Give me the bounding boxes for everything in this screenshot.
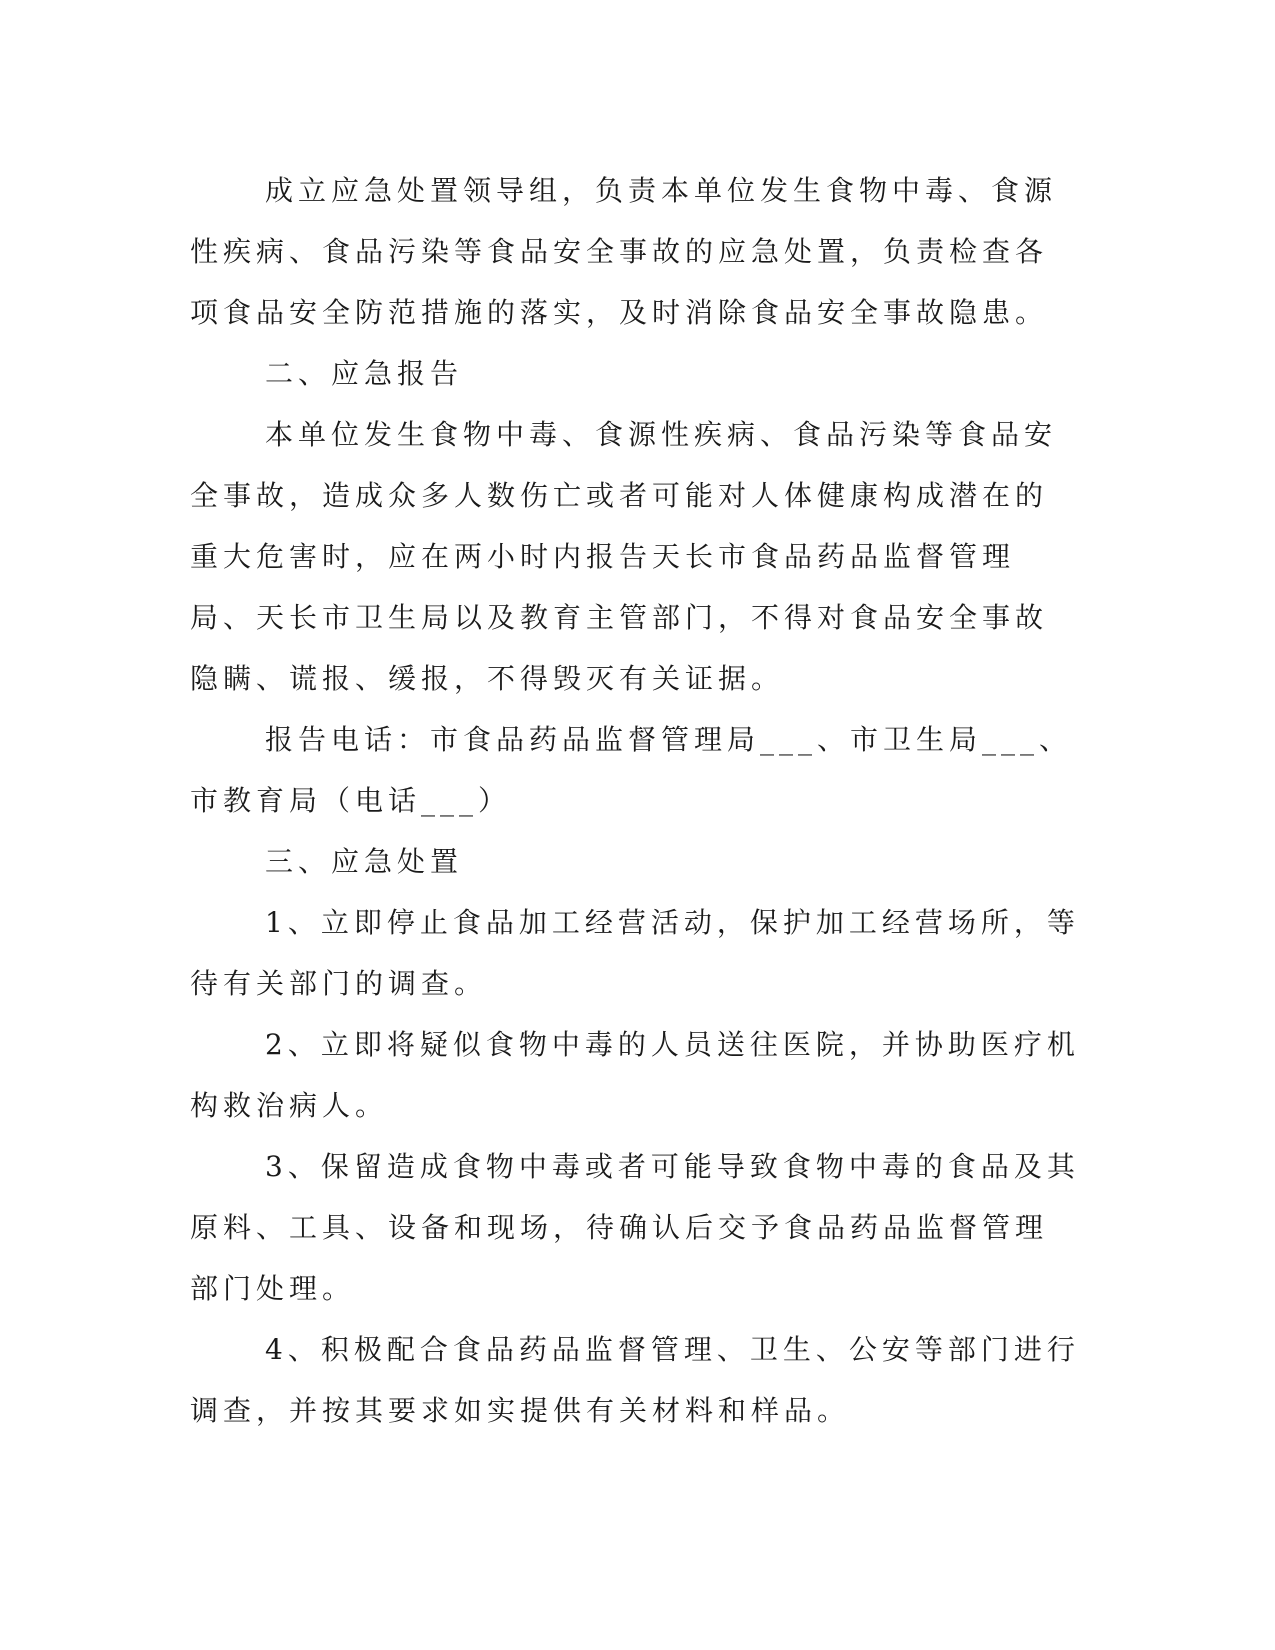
list-item-preserve-evidence: 3、保留造成食物中毒或者可能导致食物中毒的食品及其原料、工具、设备和现场，待确认后交予食品药品监督管理部门处理。 (190, 1150, 1080, 1305)
paragraph-leadership-group: 成立应急处置领导组，负责本单位发生食物中毒、食源性疾病、食品污染等食品安全事故的应急处置，负责检查各项食品安全防范措施的落实，及时消除食品安全事故隐患。 (190, 174, 1058, 329)
document-body (190, 160, 1080, 1441)
list-item-cooperate-investigation: 4、积极配合食品药品监督管理、卫生、公安等部门进行调查，并按其要求如实提供有关材料和样品。 (190, 1333, 1080, 1427)
paragraph-report-requirement: 本单位发生食物中毒、食源性疾病、食品污染等食品安全事故，造成众多人数伤亡或者可能对人体健康构成潜在的重大危害时，应在两小时内报告天长市食品药品监督管理局、天长市卫生局以及教育主管部门，不得对食品安全事故隐瞒、谎报、缓报，不得毁灭有关证据。 (190, 418, 1058, 695)
section-heading-emergency-report: 二、应急报告 (265, 357, 464, 390)
paragraph-report-phones: 报告电话：市食品药品监督管理局___、市卫生局___、市教育局（电话___） (190, 723, 1073, 817)
list-item-send-to-hospital: 2、立即将疑似食物中毒的人员送往医院，并协助医疗机构救治病人。 (190, 1028, 1080, 1122)
list-item-stop-operations: 1、立即停止食品加工经营活动，保护加工经营场所，等待有关部门的调查。 (190, 906, 1080, 1000)
section-heading-emergency-handling: 三、应急处置 (265, 845, 464, 878)
